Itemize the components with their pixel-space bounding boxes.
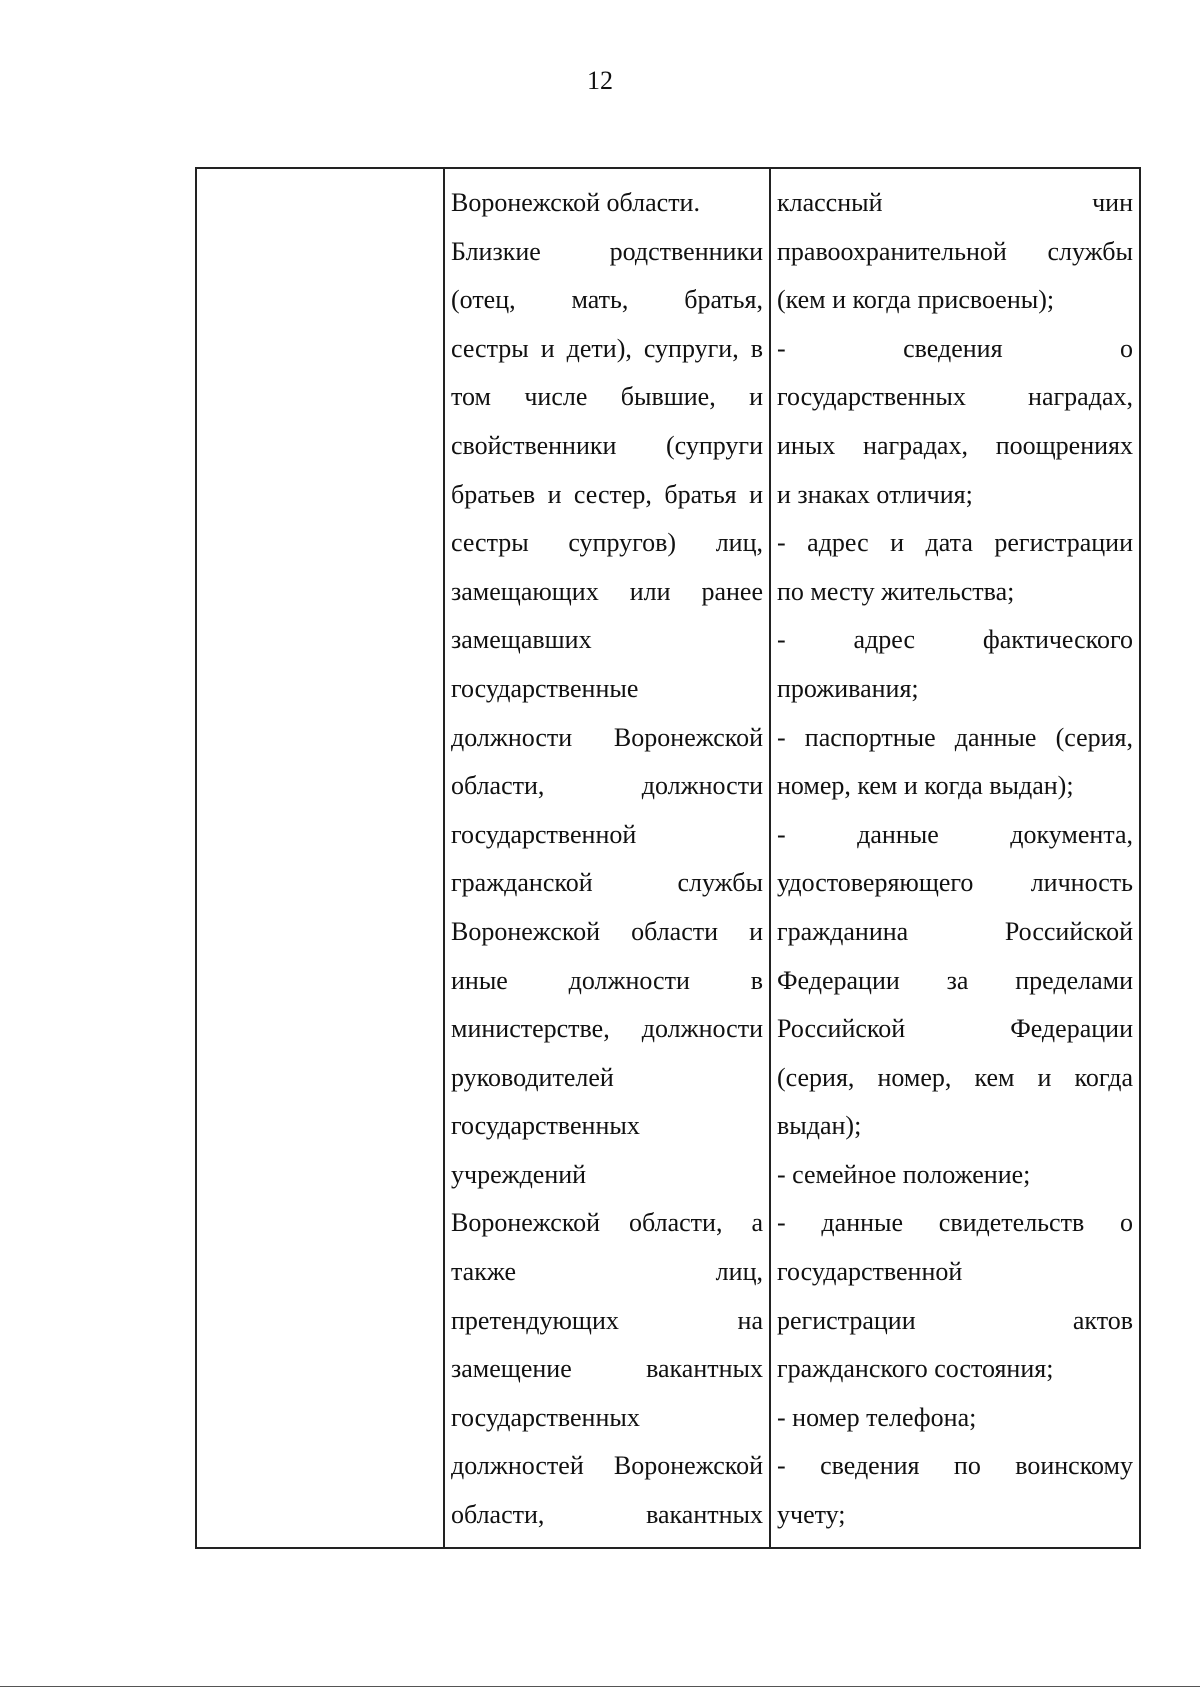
persons-text-line: области, вакантных bbox=[451, 1500, 763, 1530]
personal-data-text-line: правоохранительной службы bbox=[777, 236, 1133, 266]
persons-text-line: должности Воронежской bbox=[451, 722, 763, 752]
persons-text-line: Воронежской области, а bbox=[451, 1208, 763, 1238]
personal-data-text-line: - адрес и дата регистрации bbox=[777, 528, 1133, 558]
personal-data-text-line: проживания; bbox=[777, 673, 919, 703]
persons-text-line: замещающих или ранее bbox=[451, 576, 763, 606]
persons-text-line: Воронежской области. bbox=[451, 188, 700, 217]
personal-data-text-line: удостоверяющего личность bbox=[777, 868, 1133, 898]
persons-text-line: сестры супругов) лиц, bbox=[451, 528, 763, 558]
persons-text-line: государственных bbox=[451, 1111, 640, 1141]
persons-text-line: министерстве, должности bbox=[451, 1014, 763, 1044]
persons-text-line: Воронежской области и bbox=[451, 916, 763, 946]
persons-text-line: государственных bbox=[451, 1402, 640, 1432]
page-number: 12 bbox=[587, 66, 613, 95]
personal-data-text-line: - номер телефона; bbox=[777, 1402, 977, 1432]
personal-data-text-line: - семейное положение; bbox=[777, 1159, 1031, 1189]
persons-text-line: также лиц, bbox=[451, 1257, 763, 1287]
personal-data-text-line: - сведения по воинскому bbox=[777, 1451, 1133, 1481]
persons-text-line: государственные bbox=[451, 673, 639, 703]
personal-data-text-line: государственной bbox=[777, 1257, 963, 1287]
personal-data-text-line: учету; bbox=[777, 1500, 846, 1530]
persons-text-line: сестры и дети), супруги, в bbox=[451, 333, 763, 363]
persons-text-line: области, должности bbox=[451, 771, 763, 801]
persons-text-line: гражданской службы bbox=[451, 868, 763, 898]
persons-text-line: иные должности в bbox=[451, 965, 763, 995]
persons-text-line: государственной bbox=[451, 819, 637, 849]
table-column-persons bbox=[445, 169, 771, 1547]
persons-text-line: учреждений bbox=[451, 1159, 587, 1189]
persons-text-line: замещение вакантных bbox=[451, 1354, 763, 1384]
personal-data-text-line: иных наградах, поощрениях bbox=[777, 430, 1133, 460]
personal-data-text-line: - сведения о bbox=[777, 333, 1133, 363]
personal-data-text-line: гражданского состояния; bbox=[777, 1354, 1054, 1384]
table-column-personal-data bbox=[771, 169, 1139, 1547]
personal-data-text-line: Российской Федерации bbox=[777, 1014, 1133, 1044]
personal-data-text-line: государственных наградах, bbox=[777, 382, 1133, 412]
scan-bottom-edge bbox=[0, 1686, 1200, 1687]
personal-data-text-line: Федерации за пределами bbox=[777, 965, 1133, 995]
persons-text-line: претендующих на bbox=[451, 1305, 763, 1335]
personal-data-text-line: - адрес фактического bbox=[777, 625, 1133, 655]
persons-text-line: Близкие родственники bbox=[451, 236, 763, 266]
persons-text-line: руководителей bbox=[451, 1062, 614, 1092]
table-column-empty bbox=[197, 169, 445, 1547]
personal-data-text-line: и знаках отличия; bbox=[777, 479, 973, 509]
persons-text-line: свойственники (супруги bbox=[451, 430, 763, 460]
personal-data-text-line: - паспортные данные (серия, bbox=[777, 722, 1133, 752]
personal-data-text-line: по месту жительства; bbox=[777, 576, 1015, 606]
personal-data-text-line: номер, кем и когда выдан); bbox=[777, 771, 1074, 801]
personal-data-text-line: - данные документа, bbox=[777, 819, 1133, 849]
document-table bbox=[195, 167, 1141, 1549]
persons-text-line: том числе бывшие, и bbox=[451, 382, 763, 412]
personal-data-text-line: классный чин bbox=[777, 188, 1133, 217]
personal-data-text-line: регистрации актов bbox=[777, 1305, 1133, 1335]
persons-text-line: братьев и сестер, братья и bbox=[451, 479, 763, 509]
personal-data-text-line: (серия, номер, кем и когда bbox=[777, 1062, 1133, 1092]
personal-data-text-line: выдан); bbox=[777, 1111, 862, 1141]
persons-text-line: замещавших bbox=[451, 625, 592, 655]
personal-data-text-line: - данные свидетельств о bbox=[777, 1208, 1133, 1238]
persons-text-line: (отец, мать, братья, bbox=[451, 285, 763, 315]
personal-data-text-line: гражданина Российской bbox=[777, 916, 1133, 946]
persons-text-line: должностей Воронежской bbox=[451, 1451, 763, 1481]
personal-data-text-line: (кем и когда присвоены); bbox=[777, 285, 1055, 315]
